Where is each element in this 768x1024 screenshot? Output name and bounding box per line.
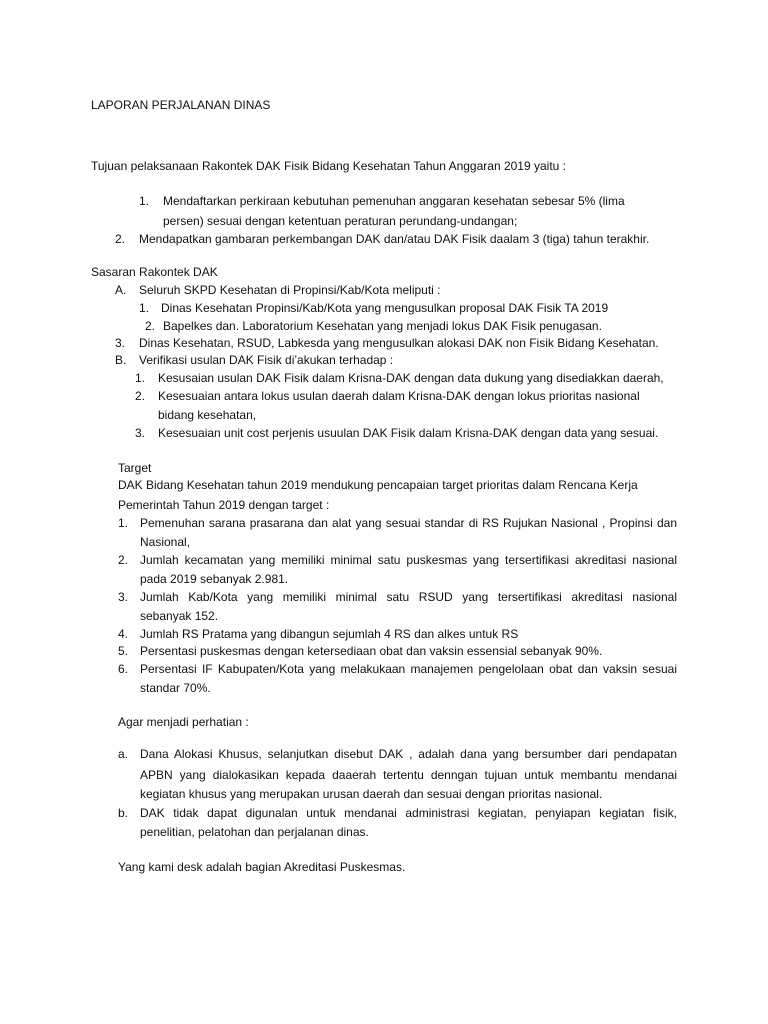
tujuan-item-1-number: 1.: [139, 194, 150, 208]
tujuan-item-2-number: 2.: [115, 232, 126, 246]
perhatian-item-b-line1: DAK tidak dapat digunalan untuk mendanai administrasi kegiatan, penyiapan kegiatan fisik,: [140, 806, 677, 820]
sasaran-a-text: Seluruh SKPD Kesehatan di Propinsi/Kab/Kota meliputi :: [139, 283, 441, 297]
sasaran-a-item-1-number: 1.: [139, 301, 150, 315]
closing-statement: Yang kami desk adalah bagian Akreditasi Puskesmas.: [118, 860, 406, 874]
perhatian-item-a-marker: a.: [118, 747, 129, 761]
target-item-5-number: 5.: [118, 644, 129, 658]
target-intro-line2: Pemerintah Tahun 2019 dengan target :: [118, 498, 330, 512]
perhatian-item-a-line3: kegiatan khusus yang merupakan urusan daerah dan sesuai dengan prioritas nasional.: [140, 787, 603, 801]
target-intro-line1: DAK Bidang Kesehatan tahun 2019 mendukung pencapaian target prioritas dalam Rencana Kerja: [118, 478, 638, 492]
sasaran-a-item-1-text: Dinas Kesehatan Propinsi/Kab/Kota yang mengusulkan proposal DAK Fisik TA 2019: [161, 301, 609, 315]
sasaran-a-item-3-text: Dinas Kesehatan, RSUD, Labkesda yang mengusulkan alokasi DAK non Fisik Bidang Kesehatan.: [139, 336, 659, 350]
target-heading: Target: [118, 461, 152, 475]
target-item-3-line1: Jumlah Kab/Kota yang memiliki minimal satu RSUD yang tersertifikasi akreditasi nasional: [140, 590, 677, 604]
sasaran-b-item-2-number: 2.: [135, 389, 146, 403]
sasaran-b-marker: B.: [115, 353, 127, 367]
perhatian-item-a-line1: Dana Alokasi Khusus, selanjutkan disebut DAK , adalah dana yang bersumber dari pendapatan: [140, 747, 677, 761]
sasaran-b-item-3-line1: Kesesuaian unit cost perjenis usuulan DAK Fisik dalam Krisna-DAK dengan data yang sesuai.: [158, 426, 659, 440]
sasaran-b-item-2-line1: Kesesuaian antara lokus usulan daerah dalam Krisna-DAK dengan lokus prioritas nasional: [158, 389, 640, 403]
target-item-1-line2: Nasional,: [140, 535, 191, 549]
sasaran-a-marker: A.: [115, 283, 127, 297]
target-item-2-line1: Jumlah kecamatan yang memiliki minimal satu puskesmas yang tersertifikasi akreditasi nasional: [140, 553, 677, 567]
document-title: LAPORAN PERJALANAN DINAS: [91, 98, 271, 112]
target-item-4-number: 4.: [118, 627, 129, 641]
tujuan-intro: Tujuan pelaksanaan Rakontek DAK Fisik Bidang Kesehatan Tahun Anggaran 2019 yaitu :: [91, 159, 566, 173]
sasaran-b-item-1-number: 1.: [135, 371, 146, 385]
tujuan-item-1-line2: persen) sesuai dengan ketentuan peraturan perundang-undangan;: [163, 214, 518, 228]
sasaran-b-text: Verifikasi usulan DAK Fisik di’akukan terhadap :: [139, 353, 394, 367]
perhatian-item-a-line2: APBN yang dialokasikan kepada daaerah tertentu denngan tujuan untuk membantu mendanai: [140, 768, 677, 782]
sasaran-b-item-1-line1: Kesusaian usulan DAK Fisik dalam Krisna-DAK dengan data dukung yang disediakkan daerah,: [158, 371, 664, 385]
target-item-4-line1: Jumlah RS Pratama yang dibangun sejumlah 4 RS dan alkes untuk RS: [140, 627, 519, 641]
target-item-3-line2: sebanyak 152.: [140, 609, 219, 623]
perhatian-item-b-line2: penelitian, pelatohan dan perjalanan dinas.: [140, 825, 369, 839]
perhatian-item-b-marker: b.: [118, 806, 129, 820]
sasaran-a-item-2-text: Bapelkes dan. Laboratorium Kesehatan yang menjadi lokus DAK Fisik penugasan.: [163, 319, 602, 333]
sasaran-b-item-2-line2: bidang kesehatan,: [158, 408, 257, 422]
sasaran-b-item-3-number: 3.: [135, 426, 146, 440]
perhatian-heading: Agar menjadi perhatian :: [118, 715, 249, 729]
sasaran-a-item-3-number: 3.: [115, 336, 126, 350]
target-item-1-line1: Pemenuhan sarana prasarana dan alat yang sesuai standar di RS Rujukan Nasional , Propinsi dan: [140, 516, 677, 530]
target-item-3-number: 3.: [118, 590, 129, 604]
target-item-6-line1: Persentasi IF Kabupaten/Kota yang melakukaan manajemen pengelolaan obat dan vaksin sesuai: [140, 662, 677, 676]
target-item-2-line2: pada 2019 sebanyak 2.981.: [140, 572, 289, 586]
sasaran-heading: Sasaran Rakontek DAK: [91, 265, 218, 279]
tujuan-item-2-line1: Mendapatkan gambaran perkembangan DAK dan/atau DAK Fisik daalam 3 (tiga) tahun terakhir.: [139, 232, 650, 246]
target-item-5-line1: Persentasi puskesmas dengan ketersediaan obat dan vaksin essensial sebanyak 90%.: [140, 644, 603, 658]
target-item-2-number: 2.: [118, 553, 129, 567]
target-item-6-number: 6.: [118, 662, 129, 676]
sasaran-a-item-2-number: 2.: [145, 319, 156, 333]
target-item-6-line2: standar 70%.: [140, 681, 211, 695]
target-item-1-number: 1.: [118, 516, 129, 530]
tujuan-item-1-line1: Mendaftarkan perkiraan kebutuhan pemenuhan anggaran kesehatan sebesar 5% (lima: [163, 194, 625, 208]
